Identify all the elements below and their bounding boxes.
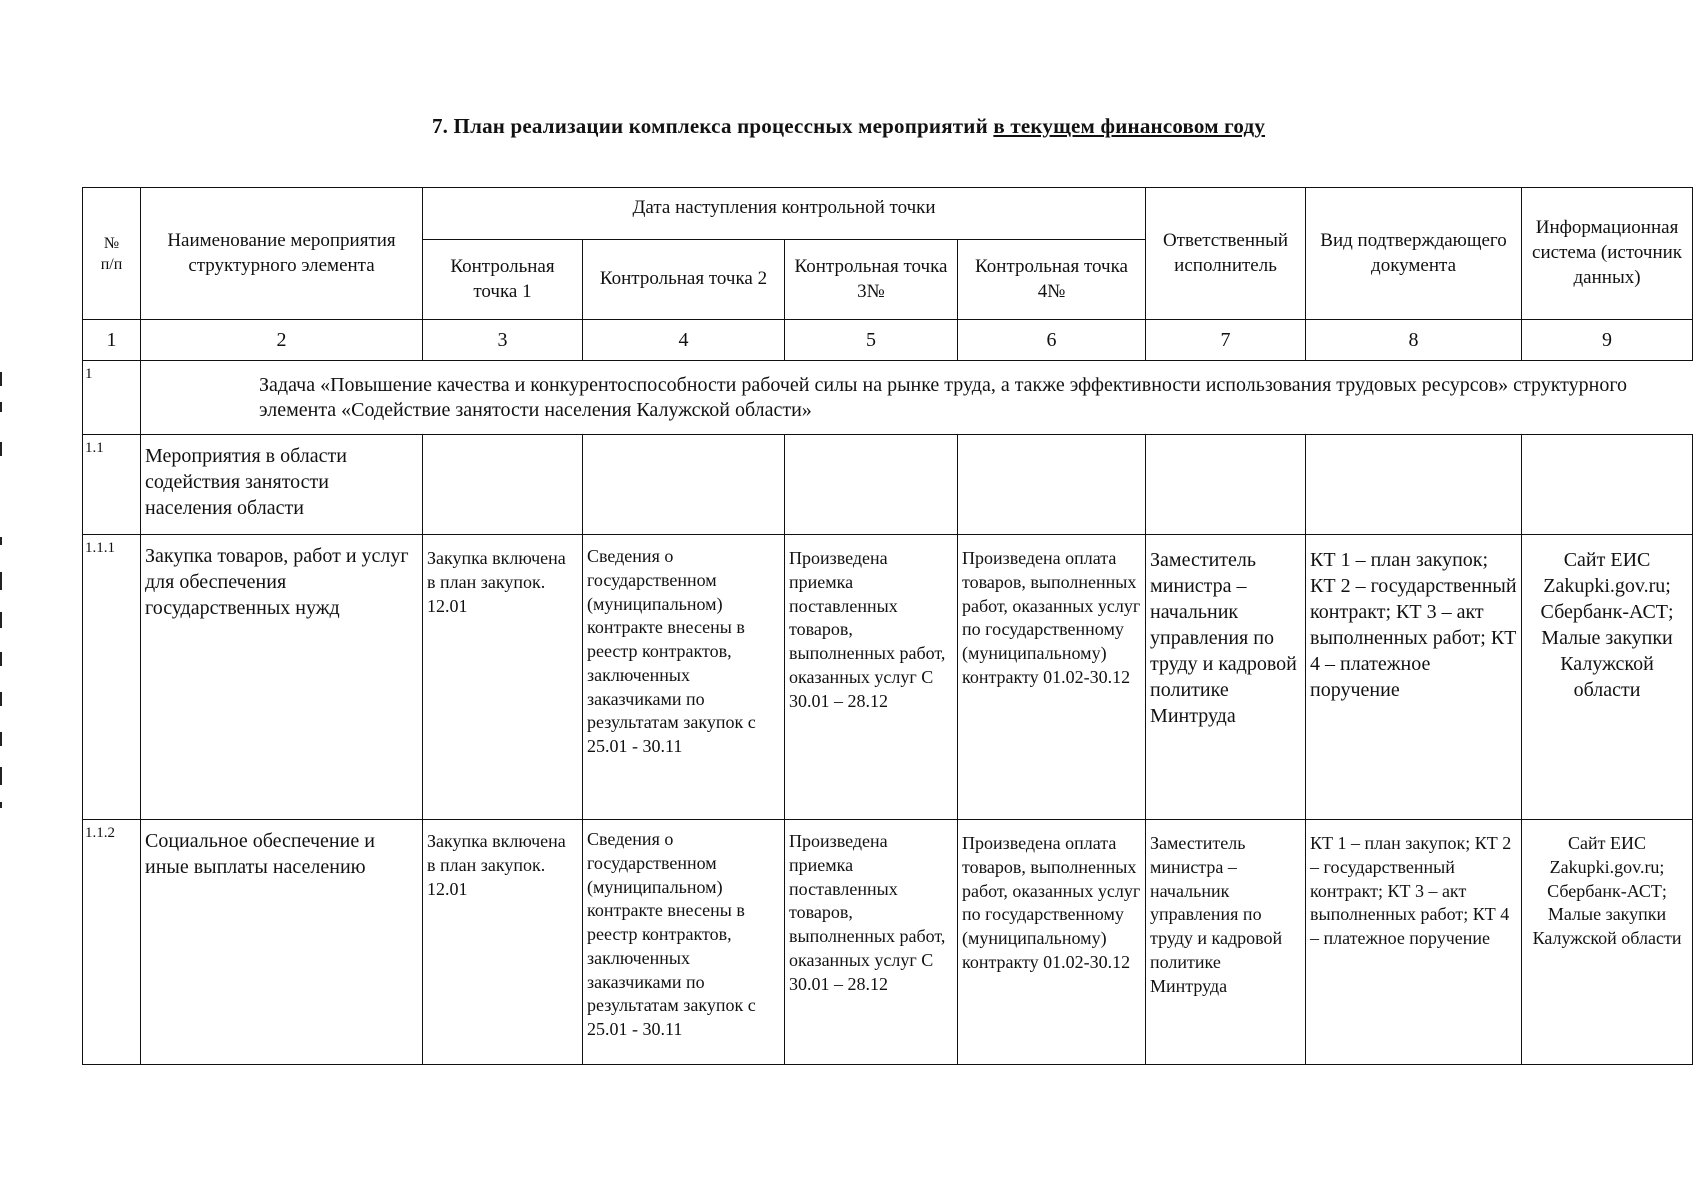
column-number: 8	[1306, 320, 1522, 361]
row-num: 1.1.1	[83, 535, 141, 820]
column-number: 5	[785, 320, 958, 361]
row-kt2	[583, 435, 785, 535]
header-kt2: Контрольная точка 2	[583, 240, 785, 320]
header-num: № п/п	[83, 188, 141, 320]
column-numbers-row	[83, 320, 1693, 361]
row-name: Социальное обеспечение и иные выплаты населению	[141, 820, 423, 1065]
row-kt2: Сведения о государственном (муниципальном) контракте внесены в реестр контрактов, заключенных заказчиками по результатам закупок с 25.01 - 30.11	[583, 820, 785, 1065]
row-doc-type: КТ 1 – план закупок; КТ 2 – государственный контракт; КТ 3 – акт выполненных работ; КТ 4 – платежное поручение	[1306, 535, 1522, 820]
row-kt4: Произведена оплата товаров, выполненных работ, оказанных услуг по государственному (муниципальному) контракту 01.02-30.12	[958, 535, 1146, 820]
task-text: Задача «Повышение качества и конкурентоспособности рабочей силы на рынке труда, а также эффективности использования трудовых ресурсов» структурного элемента «Содействие занятости населения Калужской области»	[141, 361, 1693, 435]
header-kt1: Контрольная точка 1	[423, 240, 583, 320]
header-kt3: Контрольная точка 3№	[785, 240, 958, 320]
header-responsible: Ответственный исполнитель	[1146, 188, 1306, 320]
scan-edge-marks	[0, 372, 4, 812]
row-responsible: Заместитель министра – начальник управления по труду и кадровой политике Минтруда	[1146, 535, 1306, 820]
task-num: 1	[83, 361, 141, 435]
row-responsible	[1146, 435, 1306, 535]
row-name: Мероприятия в области содействия занятости населения области	[141, 435, 423, 535]
row-kt2: Сведения о государственном (муниципальном) контракте внесены в реестр контрактов, заключенных заказчиками по результатам закупок с 25.01 - 30.11	[583, 535, 785, 820]
row-kt4: Произведена оплата товаров, выполненных работ, оказанных услуг по государственному (муниципальному) контракту 01.02-30.12	[958, 820, 1146, 1065]
row-num: 1.1	[83, 435, 141, 535]
header-kt4: Контрольная точка 4№	[958, 240, 1146, 320]
column-number: 6	[958, 320, 1146, 361]
row-name: Закупка товаров, работ и услуг для обеспечения государственных нужд	[141, 535, 423, 820]
plan-table	[82, 187, 1693, 1065]
column-number: 2	[141, 320, 423, 361]
table-row	[83, 435, 1693, 535]
row-kt3	[785, 435, 958, 535]
header-name: Наименование мероприятия структурного элемента	[141, 188, 423, 320]
column-number: 4	[583, 320, 785, 361]
row-responsible: Заместитель министра – начальник управления по труду и кадровой политике Минтруда	[1146, 820, 1306, 1065]
header-row-1	[83, 188, 1693, 240]
row-kt3: Произведена приемка поставленных товаров, выполненных работ, оказанных услуг С 30.01 – 28.12	[785, 820, 958, 1065]
row-kt3: Произведена приемка поставленных товаров, выполненных работ, оказанных услуг С 30.01 – 28.12	[785, 535, 958, 820]
page-title	[0, 114, 1697, 139]
row-kt4	[958, 435, 1146, 535]
column-number: 9	[1522, 320, 1693, 361]
header-date-group: Дата наступления контрольной точки	[423, 188, 1146, 240]
row-kt1: Закупка включена в план закупок. 12.01	[423, 535, 583, 820]
header-info-system: Информационная система (источник данных)	[1522, 188, 1693, 320]
row-kt1: Закупка включена в план закупок. 12.01	[423, 820, 583, 1065]
row-kt1	[423, 435, 583, 535]
column-number: 3	[423, 320, 583, 361]
page-title-main: 7. План реализации комплекса процессных мероприятий	[431, 114, 988, 138]
table-row	[83, 820, 1693, 1065]
row-doc-type	[1306, 435, 1522, 535]
task-row	[83, 361, 1693, 435]
row-info-system: Сайт ЕИС Zakupki.gov.ru; Сбербанк-АСТ; Малые закупки Калужской области	[1522, 820, 1693, 1065]
column-number: 1	[83, 320, 141, 361]
row-doc-type: КТ 1 – план закупок; КТ 2 – государственный контракт; КТ 3 – акт выполненных работ; КТ 4 – платежное поручение	[1306, 820, 1522, 1065]
row-info-system: Сайт ЕИС Zakupki.gov.ru; Сбербанк-АСТ; Малые закупки Калужской области	[1522, 535, 1693, 820]
row-num: 1.1.2	[83, 820, 141, 1065]
row-info-system	[1522, 435, 1693, 535]
header-doc-type: Вид подтверждающего документа	[1306, 188, 1522, 320]
table-row	[83, 535, 1693, 820]
page-title-underlined: в текущем финансовом году	[993, 114, 1266, 138]
column-number: 7	[1146, 320, 1306, 361]
